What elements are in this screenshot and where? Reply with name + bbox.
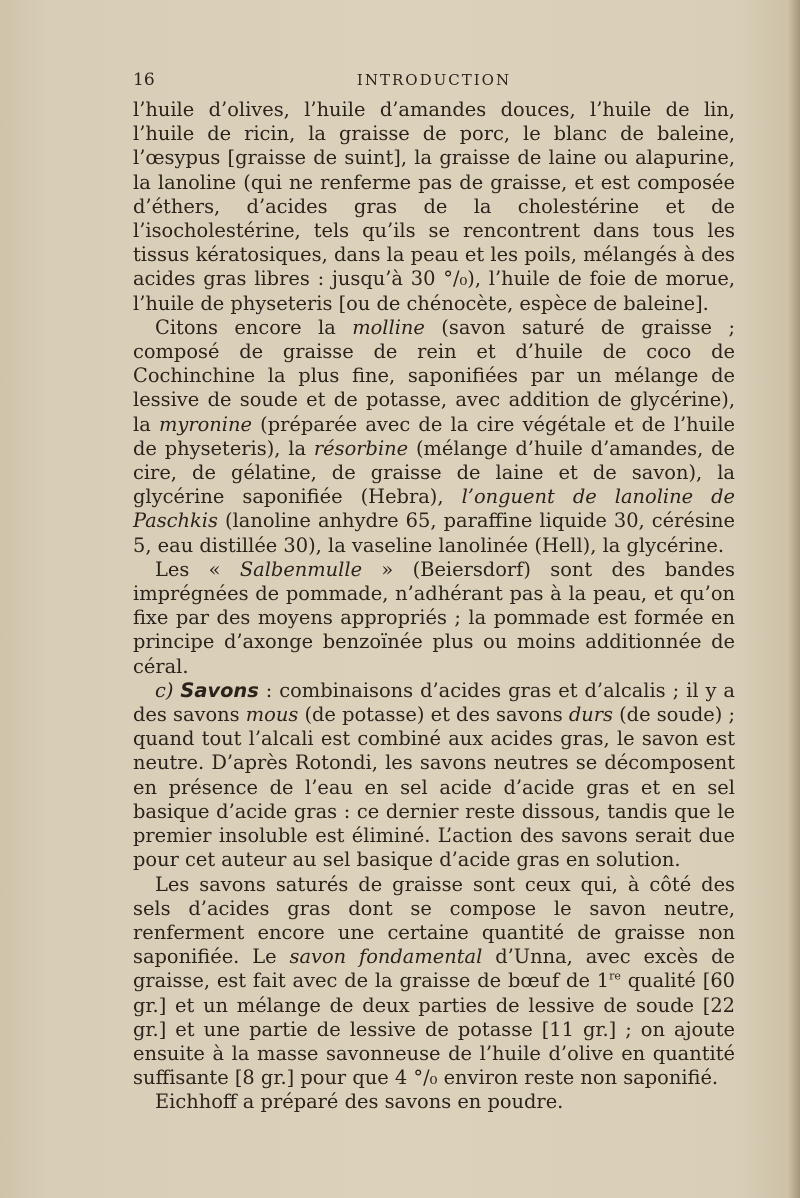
paragraph-savons — [133, 679, 735, 873]
text-run: » (Beiersdorf) sont des bandes imprégnées de pommade, n’adhérant pas à la peau, et qu’on fixe par des moyens appropriés ; la pommade est formée en principe d’axonge benzoïnée plus ou moins additionnée de céral. — [133, 557, 736, 678]
term-salbenmulle: Salbenmulle — [239, 557, 363, 581]
text-run: (de soude) ; quand tout l’alcali est combiné aux acides gras, le savon est neutre. D’après Rotondi, les savons neutres se décomposent en présence de l’eau en sel acide d’acide gras et en sel basique d’acide gras : ce dernier reste dissous, tandis que le premier insoluble est éliminé. L’action des savons serait due pour cet auteur au sel basique d’acide gras en solution. — [133, 703, 735, 872]
term-onguent-paschkis: l’onguent de lanoline de Paschkis — [133, 485, 735, 533]
text-run: (préparée avec de la cire végétale et de l’huile de physeteris), la — [133, 412, 735, 460]
text-run: : combinaisons d’acides gras et d’alcalis ; il y a des savons — [133, 678, 735, 727]
text-run: qualité [60 gr.] et un mélange de deux parties de lessive de soude [22 gr.] et une partie de lessive de potasse [11 gr.] ; on ajoute ensuite à la masse savonneuse de l’huile d’olive en quantité suffisante [8 gr.] pour que 4 °/₀ environ reste non saponifié. — [133, 969, 735, 1090]
paragraph-oils-list: l’huile d’olives, l’huile d’amandes douces, l’huile de lin, l’huile de ricin, la graisse de porc, le blanc de baleine, l’œsypus [graisse de suint], la graisse de laine ou alapurine, la lanoline (qui ne renferme pas de graisse, et est composée d’éthers, d’acides gras de la cholestérine et de l’isocholestérine, tels qu’ils se rencontrent dans tous les tissus kératosiques, dans la peau et les poils, mélangés à des acides gras libres : jusqu’à 30 °/₀), l’huile de foie de morue, l’huile de physeteris [ou de chénocète, espèce de baleine]. — [133, 98, 735, 315]
text-run: Les « — [155, 557, 240, 581]
page-edge-shadow — [788, 0, 800, 1198]
page-number: 16 — [133, 70, 155, 90]
text-run: d’Unna, avec excès de graisse, est fait avec de la graisse de bœuf de 1 — [133, 945, 735, 993]
running-title: INTRODUCTION — [356, 71, 512, 89]
paragraph-eichhoff: Eichhoff a préparé des savons en poudre. — [155, 1090, 564, 1114]
paragraph-savons-satures — [133, 873, 735, 1091]
term-savon-fondamental: savon fondamental — [289, 945, 483, 969]
superscript-re: re — [609, 969, 621, 983]
section-heading-savons: Savons — [180, 678, 259, 702]
running-header — [133, 70, 735, 96]
term-mous: mous — [245, 703, 299, 727]
term-resorbine: résorbine — [313, 436, 409, 460]
section-label: c) — [155, 678, 174, 702]
text-run: (savon saturé de graisse ; composé de graisse de rein et d’huile de coco de Cochinchine la plus fine, saponifiées par un mélange de lessive de soude et de potasse, avec addition de glycérine), la — [133, 315, 735, 436]
text-run: Les savons saturés de graisse sont ceux qui, à côté des sels d’acides gras dont se compose le savon neutre, renferment encore une certaine quantité de graisse non saponifiée. Le — [133, 872, 735, 969]
term-durs: durs — [568, 703, 613, 727]
paragraph-salbenmulle — [133, 558, 735, 679]
paragraph-molline — [133, 316, 735, 558]
text-run: Citons encore la — [155, 315, 353, 339]
page-body — [133, 98, 735, 1115]
term-molline: molline — [352, 315, 425, 339]
text-run: (lanoline anhydre 65, paraffine liquide 30, cérésine 5, eau distillée 30), la vaseline lanolinée (Hell), la glycérine. — [133, 509, 735, 557]
term-myronine: myronine — [159, 412, 252, 436]
text-run: (mélange d’huile d’amandes, de cire, de gélatine, de graisse de laine et de savon), la glycérine saponifiée (Hebra), — [133, 436, 735, 509]
text-run: (de potasse) et des savons — [298, 703, 569, 727]
